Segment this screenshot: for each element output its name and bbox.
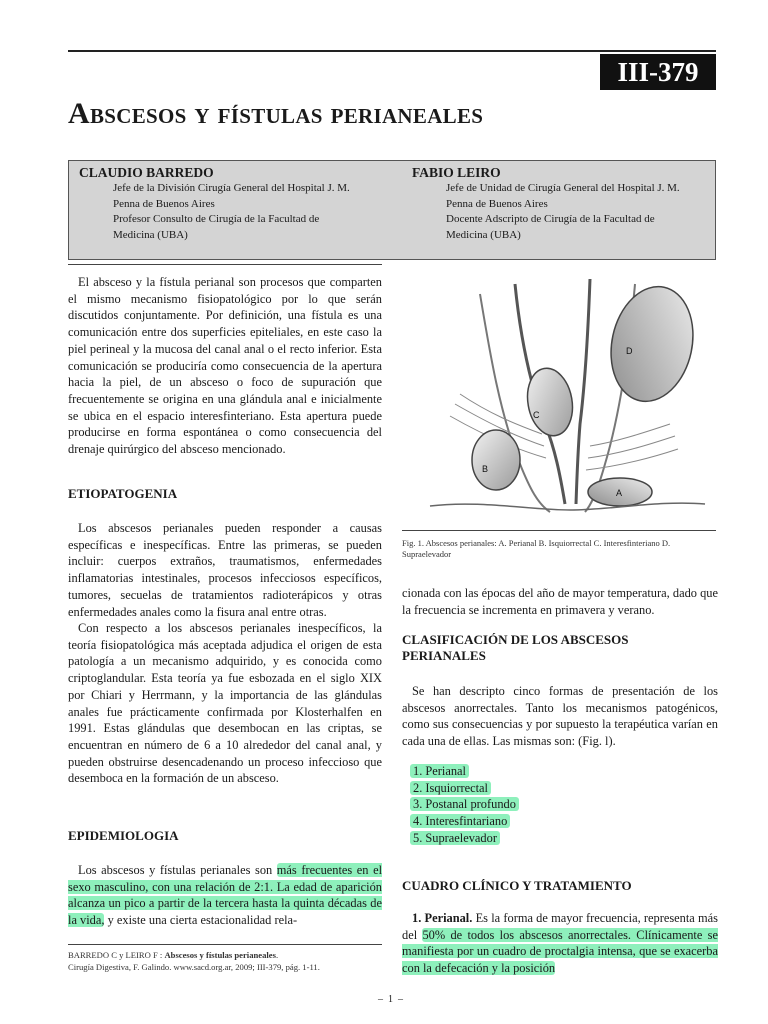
page-number: – 1 – bbox=[378, 994, 403, 1005]
anatomy-figure bbox=[420, 274, 710, 516]
list-item bbox=[410, 763, 610, 780]
top-rule bbox=[68, 50, 716, 52]
citation-line bbox=[68, 950, 398, 962]
abscess-types-list bbox=[410, 763, 610, 847]
list-item-text: 5. Supraelevador bbox=[410, 831, 500, 845]
intro-paragraph: El absceso y la fístula perianal son procesos que comparten el mismo mecanismo fisiopatológico por lo que serán discutidos conjuntamente. Por definición, una fístula es una comunicación entre dos superficies epiteliales, en este caso la piel perineal y la mucosa del canal anal o el recto inferior. Esta comunicación se produciría como consecuencia de la apertura hacia la piel, de un absceso o foco de supuración que frecuentemente se origina en una glándula anal e inicialmente se ubica en el espacio interesfinteriano. Esta apertura puede producirse en forma espontánea o como consecuencia del drenaje quirúrgico del absceso mencionado. bbox=[68, 275, 382, 457]
citation bbox=[68, 950, 398, 973]
author-2 bbox=[412, 164, 716, 243]
author-affiliation-line: Medicina (UBA) bbox=[446, 228, 521, 241]
author-name: CLAUDIO BARREDO bbox=[79, 165, 214, 180]
list-item bbox=[410, 830, 610, 847]
section-heading-cuadro-clinico: CUADRO CLÍNICO Y TRATAMIENTO bbox=[402, 878, 632, 893]
author-affiliation-line: Medicina (UBA) bbox=[113, 228, 188, 241]
perianal-lead: 1. Perianal. bbox=[412, 911, 473, 925]
figure-label-a: A bbox=[616, 488, 623, 498]
figure-label-b: B bbox=[482, 464, 489, 474]
etio-paragraph-1: Los abscesos perianales pueden responder a causas específicas e inespecíficas. Entre las primeras, se pueden incluir: cuerpos extraños, traumatismos, enfermedades inflamatorias intestinales, procesos infecciosos específicos, tumores, secuelas de tratamientos radioterápicos y otras enfermedades anales como la fisura anal entre otras. bbox=[68, 521, 382, 619]
epi-continuation: cionada con las épocas del año de mayor temperatura, dado que la frecuencia se incrementa en primavera y verano. bbox=[402, 586, 718, 617]
epi-text: Los abscesos y fístulas perianales son bbox=[78, 863, 277, 877]
article-title: Abscesos y fístulas perianeales bbox=[68, 97, 484, 130]
section-heading-etiopatogenia: ETIOPATOGENIA bbox=[68, 486, 178, 501]
clasificacion-paragraph: Se han descripto cinco formas de presentación de los abscesos anorrectales. Tanto los mecanismos patogénicos, como sus consecuencias y por supuesto la terapéutica varían en cada una de ellas. Las mismas son: (Fig. l). bbox=[402, 684, 718, 749]
section-heading-clasificacion bbox=[402, 632, 718, 664]
author-affiliation-line: Docente Adscripto de Cirugía de la Facultad de bbox=[446, 213, 655, 225]
heading-line: CLASIFICACIÓN DE LOS ABSCESOS bbox=[402, 632, 629, 647]
list-item-text: 3. Postanal profundo bbox=[410, 797, 519, 811]
citation-end: . bbox=[275, 950, 279, 960]
heading-line: PERIANALES bbox=[402, 648, 486, 663]
anorectal-illustration bbox=[420, 274, 710, 516]
author-name: FABIO LEIRO bbox=[412, 165, 501, 180]
list-item-text: 1. Perianal bbox=[410, 764, 469, 778]
ischiorectal-abscess-shape bbox=[472, 430, 520, 490]
perianal-paragraph bbox=[402, 910, 718, 977]
list-item bbox=[410, 796, 610, 813]
column-rule bbox=[68, 264, 382, 265]
figure-label-d: D bbox=[626, 346, 633, 356]
author-affiliation-line: Penna de Buenos Aires bbox=[113, 197, 215, 210]
citation-authors: BARREDO C y LEIRO F : bbox=[68, 950, 165, 960]
figure-label-c: C bbox=[533, 410, 540, 420]
perianal-text: Es la forma de mayor frecuencia, representa más del bbox=[402, 911, 718, 942]
list-item bbox=[410, 813, 610, 830]
chapter-code-badge: III-379 bbox=[600, 54, 716, 90]
author-affiliation-line: Profesor Consulto de Cirugía de la Facultad de bbox=[113, 213, 320, 225]
figure-caption: Fig. 1. Abscesos perianales: A. Perianal B. Isquiorrectal C. Interesfinteriano D. Supraelevador bbox=[402, 538, 671, 559]
epi-paragraph bbox=[68, 862, 382, 929]
highlighted-text: más frecuentes en el sexo masculino, con una relación de 2:1. La edad de aparición alcanza un pico a partir de la tercera hasta la quinta décadas de la vida, bbox=[68, 863, 383, 928]
highlighted-text: 50% de todos los abscesos anorrectales. Clínicamente se manifiesta por un cuadro de proctalgia intensa, que se exacerba con la defecación y la posición bbox=[402, 927, 718, 976]
citation-source: Cirugía Digestiva, F. Galindo. www.sacd.org.ar, 2009; III-379, pág. 1-11. bbox=[68, 961, 320, 972]
author-1 bbox=[79, 164, 403, 243]
citation-title: Abscesos y fístulas perianeales bbox=[164, 950, 276, 960]
list-item-text: 4. Interesfintariano bbox=[410, 814, 510, 828]
etio-paragraph-2: Con respecto a los abscesos perianales inespecíficos, la teoría fisiopatológica más aceptada adjudica el origen de esta patología a un mecanismo adquirido, y es conocida como criptoglandular. Esta teoría ya fue esbozada en el siglo XIX por Chiari y Herrmann, y la importancia de las glándulas anales fue prácticamente confirmada por Klosterhalfen en 1991. Estas glándulas que desembocan en las criptas, se encuentran en número de 6 a 10 alrededor del canal anal, y pueden obstruirse desencadenando un proceso infeccioso que desemboca en la formación de un absceso. bbox=[68, 621, 382, 786]
epi-text: y existe una cierta estacionalidad rela- bbox=[104, 913, 298, 928]
list-item bbox=[410, 780, 610, 797]
author-affiliation-line: Jefe de Unidad de Cirugía General del Hospital J. M. bbox=[446, 182, 680, 194]
page-number-value: 1 bbox=[388, 994, 393, 1005]
authors-box bbox=[68, 160, 716, 260]
list-item-text: 2. Isquiorrectal bbox=[410, 781, 491, 795]
author-affiliation-line: Jefe de la División Cirugía General del Hospital J. M. bbox=[113, 182, 350, 194]
footer-rule bbox=[68, 944, 382, 945]
section-heading-epidemiologia: EPIDEMIOLOGIA bbox=[68, 828, 179, 843]
caption-rule bbox=[402, 530, 716, 531]
author-affiliation-line: Penna de Buenos Aires bbox=[446, 197, 548, 210]
